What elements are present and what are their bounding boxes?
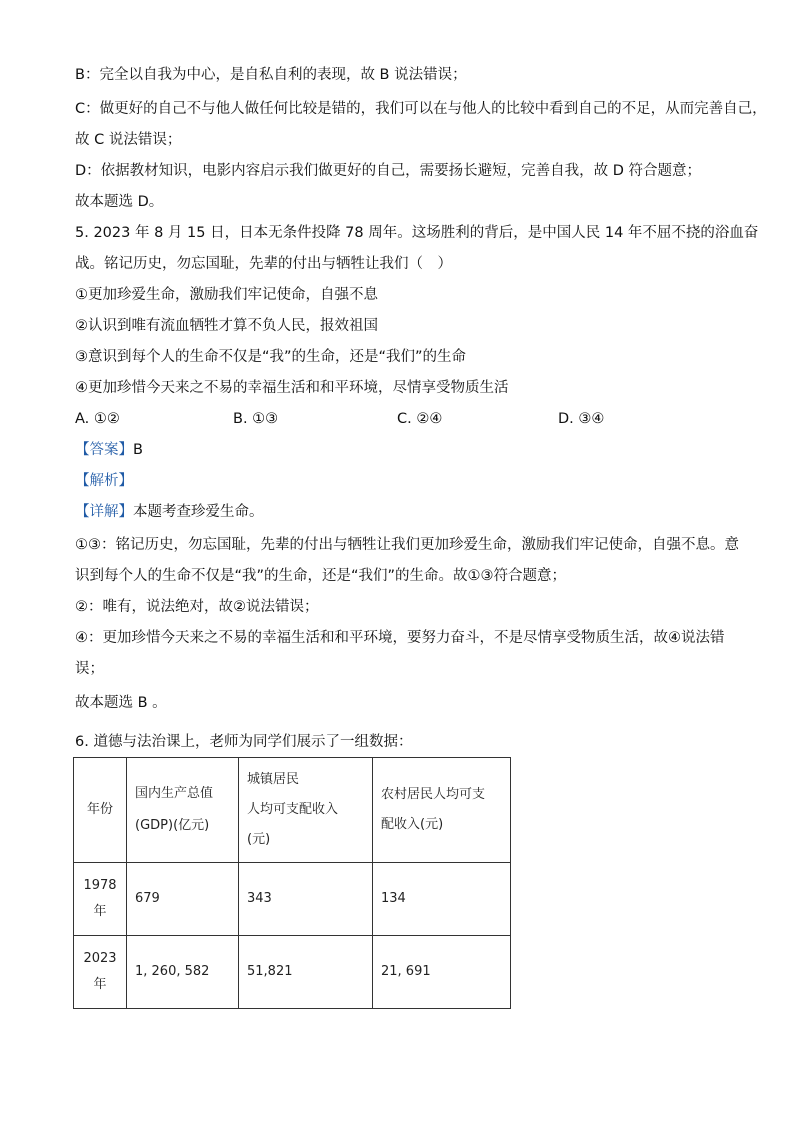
detail-3: ④：更加珍惜今天来之不易的幸福生活和和平环境，要努力奋斗，不是尽情享受物质生活，故④说法错 xyxy=(75,630,725,646)
cell-gdp: 679 xyxy=(127,863,239,936)
cell-urban: 51,821 xyxy=(239,936,373,1009)
question-5-stem-cont: 战。铭记历史，勿忘国耻，先辈的付出与牺牲让我们（ ） xyxy=(75,256,452,272)
header-gdp-line1: 国内生产总值 xyxy=(135,786,214,801)
cell-year-unit: 年 xyxy=(93,904,107,919)
header-gdp-line2: (GDP)(亿元) xyxy=(135,818,210,833)
header-year: 年份 xyxy=(74,758,127,863)
header-urban-line1: 城镇居民 xyxy=(247,772,300,787)
cell-year xyxy=(74,936,127,1009)
option-b: B. ①③ xyxy=(233,411,279,427)
option-a: A. ①② xyxy=(75,411,120,427)
cell-urban: 343 xyxy=(239,863,373,936)
cell-gdp: 1, 260, 582 xyxy=(127,936,239,1009)
header-urban-line2: 人均可支配收入 xyxy=(247,802,339,817)
detail-3-cont: 误； xyxy=(75,661,104,677)
header-rural xyxy=(373,758,511,863)
question-6-stem: 6. 道德与法治课上，老师为同学们展示了一组数据： xyxy=(75,734,413,750)
detail-1-cont: 识到每个人的生命不仅是“我”的生命，还是“我们”的生命。故①③符合题意； xyxy=(75,568,567,584)
header-rural-line2: 配收入(元) xyxy=(381,817,444,832)
cell-year xyxy=(74,863,127,936)
detail-2: ②：唯有，说法绝对，故②说法错误； xyxy=(75,599,319,615)
detail-conclusion: 故本题选 B 。 xyxy=(75,695,167,711)
header-gdp xyxy=(127,758,239,863)
data-table xyxy=(73,757,511,1009)
cell-year-number: 1978 xyxy=(83,878,117,893)
conclusion-d: 故本题选 D。 xyxy=(75,194,164,210)
cell-year-number: 2023 xyxy=(83,951,117,966)
detail-1: ①③：铭记历史，勿忘国耻，先辈的付出与牺牲让我们更加珍爱生命，激励我们牢记使命，自强不息。意 xyxy=(75,537,739,553)
option-c: C. ②④ xyxy=(397,411,443,427)
answer-tag: 【答案】 xyxy=(75,442,133,458)
explanation-c-cont: 故 C 说法错误； xyxy=(75,132,182,148)
header-urban xyxy=(239,758,373,863)
cell-rural: 21, 691 xyxy=(373,936,511,1009)
explanation-d: D：依据教材知识，电影内容启示我们做更好的自己，需要扬长避短，完善自我，故 D 符合题意； xyxy=(75,163,702,179)
analysis-tag: 【解析】 xyxy=(75,473,133,489)
question-5-stem: 5. 2023 年 8 月 15 日，日本无条件投降 78 周年。这场胜利的背后，是中国人民 14 年不屈不挠的浴血奋 xyxy=(75,225,759,241)
detail-line xyxy=(75,502,264,522)
statement-2: ②认识到唯有流血牺牲才算不负人民，报效祖国 xyxy=(75,318,378,334)
detail-intro: 本题考查珍爱生命。 xyxy=(133,504,264,520)
cell-year-unit: 年 xyxy=(93,977,107,992)
answer-value: B xyxy=(133,442,143,458)
header-rural-line1: 农村居民人均可支 xyxy=(381,787,486,802)
statement-4: ④更加珍惜今天来之不易的幸福生活和和平环境，尽情享受物质生活 xyxy=(75,380,509,396)
statement-3: ③意识到每个人的生命不仅是“我”的生命，还是“我们”的生命 xyxy=(75,349,467,365)
table-header-row xyxy=(74,758,511,863)
table-row xyxy=(74,936,511,1009)
answer-line xyxy=(75,440,143,460)
statement-1: ①更加珍爱生命，激励我们牢记使命，自强不息 xyxy=(75,287,378,303)
cell-rural: 134 xyxy=(373,863,511,936)
header-urban-line3: (元) xyxy=(247,832,271,847)
table-row xyxy=(74,863,511,936)
detail-tag: 【详解】 xyxy=(75,504,133,520)
explanation-c: C：做更好的自己不与他人做任何比较是错的，我们可以在与他人的比较中看到自己的不足，从而完善自己， xyxy=(75,101,767,117)
option-d: D. ③④ xyxy=(558,411,605,427)
explanation-b: B：完全以自我为中心，是自私自利的表现，故 B 说法错误； xyxy=(75,67,467,83)
